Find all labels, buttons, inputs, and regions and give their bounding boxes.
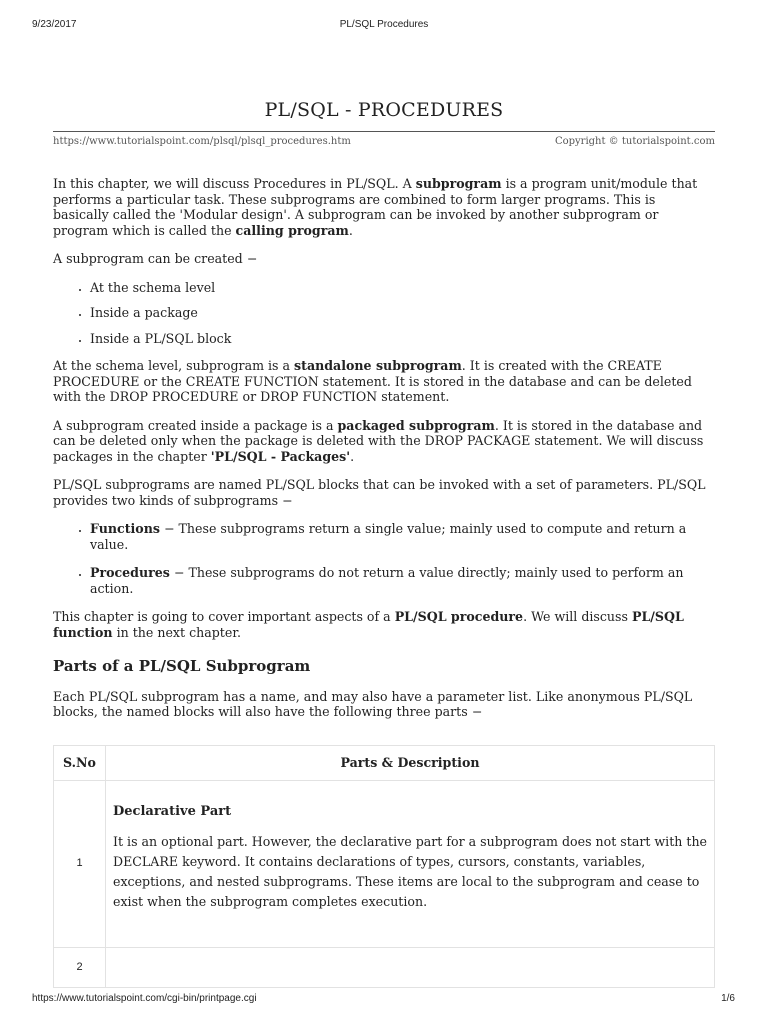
package-paragraph	[53, 418, 715, 465]
row-number: 1	[54, 780, 106, 948]
intro-text-1: In this chapter, we will discuss Procedures in PL/SQL. A	[53, 176, 416, 191]
row-description	[106, 948, 715, 988]
table-row	[54, 780, 715, 948]
page-title: PL/SQL - PROCEDURES	[264, 99, 504, 121]
intro-text-3: .	[348, 222, 353, 238]
page-number: 1/6	[721, 993, 735, 1004]
row-number: 2	[54, 948, 106, 988]
kinds-list	[53, 521, 715, 596]
chapter-text-2: . We will discuss	[523, 609, 632, 624]
schema-text-1: At the schema level, subprogram is a	[53, 358, 295, 373]
table-header-row	[54, 745, 715, 780]
source-url[interactable]: https://www.tutorialspoint.com/plsql/plsql_procedures.htm	[53, 136, 351, 147]
chapter-paragraph	[53, 609, 715, 640]
row-description	[106, 780, 715, 948]
part-body: It is an optional part. However, the declarative part for a subprogram does not start with the DECLARE keyword. It contains declarations of types, cursors, constants, variables, exceptions, and nested subprograms. These items are local to the subprogram and cease to exist when the subprogram completes execution.	[113, 834, 708, 909]
chapter-text-3: in the next chapter.	[112, 624, 241, 640]
packages-chapter-link: 'PL/SQL - Packages'	[210, 448, 351, 464]
intro-paragraph	[53, 176, 715, 238]
package-bold: packaged subprogram	[337, 417, 495, 433]
schema-bold: standalone subprogram	[294, 358, 462, 373]
section-intro: Each PL/SQL subprogram has a name, and may also have a parameter list. Like anonymous PL/SQL blocks, the named blocks will also have the following three parts −	[53, 688, 693, 719]
list-item	[90, 565, 715, 596]
parts-table	[53, 745, 715, 989]
source-bar	[53, 131, 715, 147]
list-item	[90, 521, 715, 552]
column-header-sno: S.No	[54, 745, 106, 780]
intro-bold-subprogram: subprogram	[415, 176, 502, 191]
section-heading: Parts of a PL/SQL Subprogram	[53, 657, 311, 675]
list-item: • At the schema level	[90, 280, 715, 296]
kind-name: Procedures	[90, 565, 170, 580]
created-list	[53, 280, 715, 347]
list-item: • Inside a package	[90, 305, 715, 321]
kinds-intro: PL/SQL subprograms are named PL/SQL blocks that can be invoked with a set of parameters. PL/SQL provides two kinds of subprograms −	[53, 477, 706, 508]
chapter-bold-procedure: PL/SQL procedure	[394, 609, 524, 624]
print-date: 9/23/2017	[32, 19, 77, 30]
kind-name: Functions	[90, 521, 160, 536]
copyright-text: Copyright © tutorialspoint.com	[554, 136, 715, 147]
chapter-bold-function: PL/SQL function	[53, 609, 684, 640]
print-title: PL/SQL Procedures	[339, 19, 429, 30]
kind-desc: − These subprograms return a single value; mainly used to compute and return a value.	[90, 521, 687, 552]
created-intro: A subprogram can be created −	[53, 251, 258, 266]
footer-url: https://www.tutorialspoint.com/cgi-bin/printpage.cgi	[32, 993, 257, 1004]
package-text-1: A subprogram created inside a package is a	[53, 417, 338, 433]
chapter-text-1: This chapter is going to cover important aspects of a	[53, 609, 395, 624]
intro-bold-calling-program: calling program	[235, 222, 349, 238]
list-item: • Inside a PL/SQL block	[90, 331, 715, 347]
article-body	[53, 176, 715, 988]
schema-text-2: . It is created with the CREATE PROCEDURE or the CREATE FUNCTION statement. It is stored in the database and can be deleted with the DROP PROCEDURE or DROP FUNCTION statement.	[53, 358, 692, 404]
intro-text-2: is a program unit/module that performs a particular task. These subprograms are combined to form larger programs. This is basically called the 'Modular design'. A subprogram can be invoked by another subprogram or program which is called the	[53, 176, 698, 238]
package-text-2: . It is stored in the database and can be deleted only when the package is deleted with the DROP PACKAGE statement. We will discuss packages in the chapter	[53, 417, 704, 464]
kind-desc: − These subprograms do not return a value directly; mainly used to perform an action.	[90, 565, 684, 596]
table-row	[54, 948, 715, 988]
part-title: Declarative Part	[113, 803, 232, 819]
schema-paragraph	[53, 358, 715, 405]
package-text-3: .	[350, 448, 355, 464]
column-header-parts: Parts & Description	[106, 745, 715, 780]
